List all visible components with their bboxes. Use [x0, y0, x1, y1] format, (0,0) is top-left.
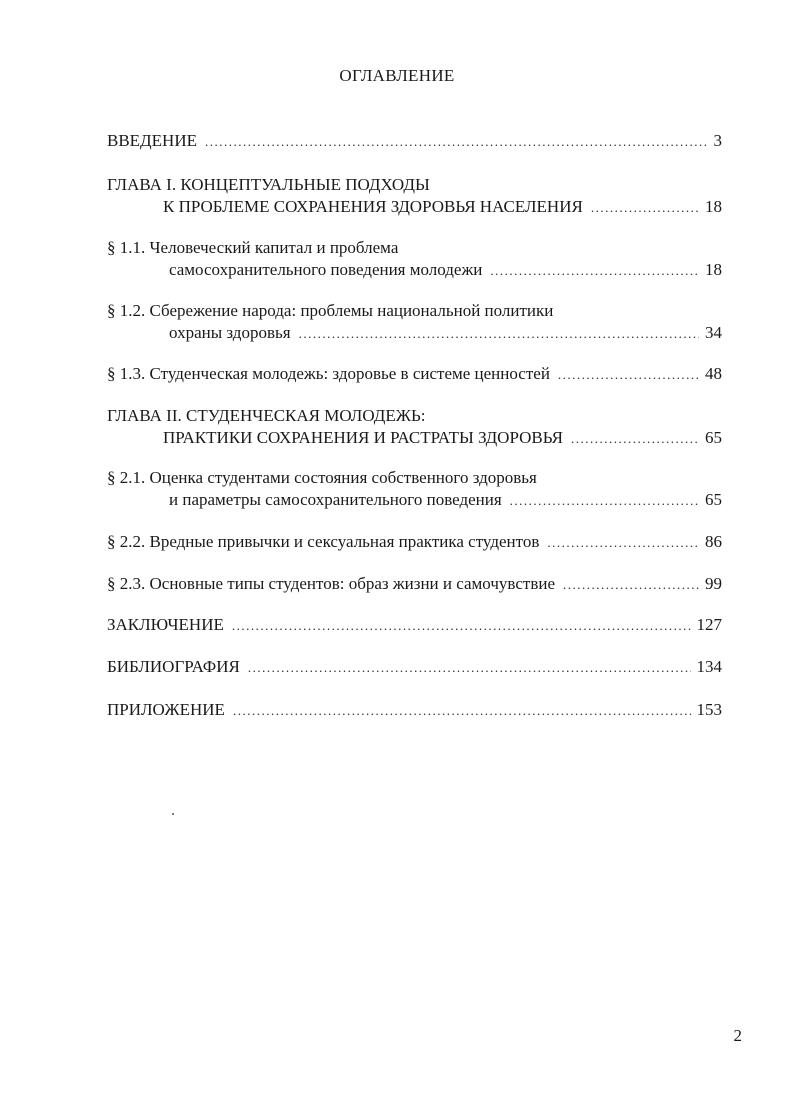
toc-label: БИБЛИОГРАФИЯ	[107, 657, 240, 676]
toc-entry-bibliography	[107, 656, 722, 679]
scan-speck	[172, 813, 174, 815]
toc-entry-section-1-1	[107, 237, 722, 282]
toc-label-line2: и параметры самосохранительного поведения	[169, 490, 502, 509]
toc-page-number: 99	[705, 574, 722, 593]
toc-label: ЗАКЛЮЧЕНИЕ	[107, 615, 224, 634]
toc-leader	[558, 364, 699, 386]
toc-label-line1: § 1.2. Сбережение народа: проблемы национальной политики	[107, 301, 554, 320]
toc-label: § 2.2. Вредные привычки и сексуальная практика студентов	[107, 532, 540, 551]
toc-page-number: 18	[705, 197, 722, 216]
toc-leader	[591, 197, 699, 219]
toc-leader	[571, 428, 699, 450]
toc-label-line2: ПРАКТИКИ СОХРАНЕНИЯ И РАСТРАТЫ ЗДОРОВЬЯ	[163, 428, 563, 447]
toc-label-line1: § 1.1. Человеческий капитал и проблема	[107, 238, 399, 257]
toc-page-number: 153	[696, 700, 722, 719]
toc-entry-appendix	[107, 699, 722, 722]
toc-page-number: 134	[696, 657, 722, 676]
toc-leader	[563, 574, 699, 596]
toc-entry-section-1-2	[107, 300, 722, 345]
page-number: 2	[733, 1026, 742, 1045]
toc-label-line1: ГЛАВА II. СТУДЕНЧЕСКАЯ МОЛОДЕЖЬ:	[107, 406, 426, 425]
toc-page-number: 34	[705, 323, 722, 342]
toc-entry-conclusion	[107, 614, 722, 637]
toc-page-number: 65	[705, 490, 722, 509]
toc-page-number: 86	[705, 532, 722, 551]
toc-entry-section-2-3	[107, 573, 722, 596]
toc-label-line2: охраны здоровья	[169, 323, 291, 342]
toc-entry-section-2-2	[107, 531, 722, 554]
toc-label-line2: самосохранительного поведения молодежи	[169, 260, 483, 279]
toc-leader	[490, 260, 699, 282]
toc-label-line1: § 2.1. Оценка студентами состояния собственного здоровья	[107, 468, 537, 487]
toc-label-line1: ГЛАВА I. КОНЦЕПТУАЛЬНЫЕ ПОДХОДЫ	[107, 175, 430, 194]
toc-leader	[547, 532, 699, 554]
toc-page-number: 127	[696, 615, 722, 634]
toc-entry-intro	[107, 130, 722, 153]
toc-label: ПРИЛОЖЕНИЕ	[107, 700, 225, 719]
toc-label-line2: К ПРОБЛЕМЕ СОХРАНЕНИЯ ЗДОРОВЬЯ НАСЕЛЕНИЯ	[163, 197, 583, 216]
toc-leader	[233, 700, 691, 722]
toc-page-number: 18	[705, 260, 722, 279]
toc-entry-chapter-2	[107, 405, 722, 450]
toc-leader	[248, 657, 691, 679]
toc-leader	[232, 615, 691, 637]
toc-entry-section-1-3	[107, 363, 722, 386]
toc-page-number: 3	[713, 131, 722, 150]
toc-page-number: 65	[705, 428, 722, 447]
toc-label: § 1.3. Студенческая молодежь: здоровье в системе ценностей	[107, 364, 550, 383]
toc-page-number: 48	[705, 364, 722, 383]
toc-label: ВВЕДЕНИЕ	[107, 131, 197, 150]
toc-entry-section-2-1	[107, 467, 722, 512]
page-title: ОГЛАВЛЕНИЕ	[339, 66, 455, 85]
toc-leader	[205, 131, 708, 153]
toc-leader	[299, 323, 699, 345]
toc-entry-chapter-1	[107, 174, 722, 219]
toc-leader	[510, 490, 699, 512]
toc-label: § 2.3. Основные типы студентов: образ жизни и самочувствие	[107, 574, 555, 593]
